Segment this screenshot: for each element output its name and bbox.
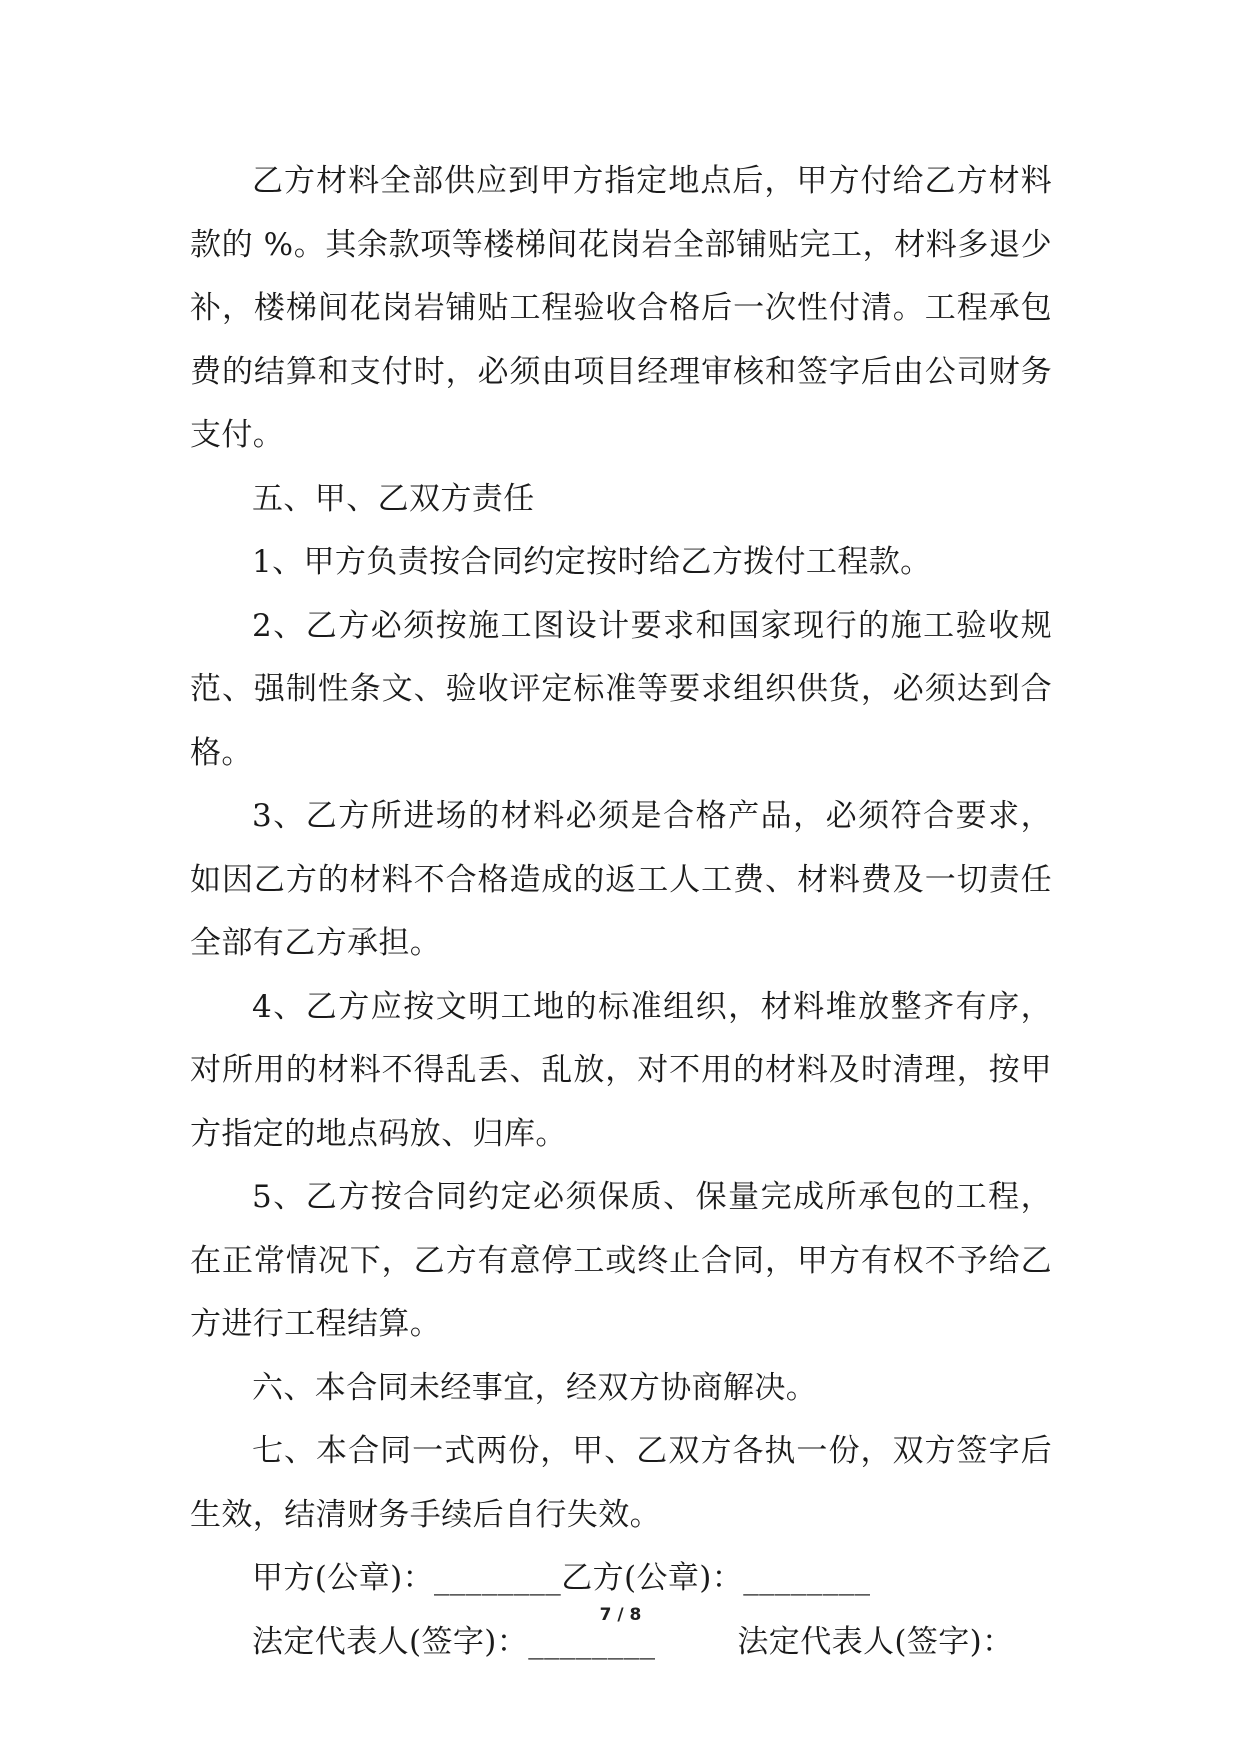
paragraph-payment-terms: 乙方材料全部供应到甲方指定地点后，甲方付给乙方材料款的 %。其余款项等楼梯间花岗岩全部铺贴完工，材料多退少补，楼梯间花岗岩铺贴工程验收合格后一次性付清。工程承包费的结算和支付时，必须由项目经理审核和签字后由公司财务支付。 [190, 163, 1052, 453]
clause-5: 5、乙方按合同约定必须保质、保量完成所承包的工程，在正常情况下，乙方有意停工或终止合同，甲方有权不予给乙方进行工程结算。 [190, 1179, 1052, 1342]
section-six: 六、本合同未经事宜，经双方协商解决。 [252, 1369, 818, 1406]
party-a-rep-field: 法定代表人(签字)：________ [252, 1623, 656, 1660]
clause-2: 2、乙方必须按施工图设计要求和国家现行的施工验收规范、强制性条文、验收评定标准等要求组织供货，必须达到合格。 [190, 607, 1052, 771]
clause-4: 4、乙方应按文明工地的标准组织，材料堆放整齐有序，对所用的材料不得乱丢、乱放，对不用的材料及时清理，按甲方指定的地点码放、归库。 [190, 988, 1052, 1152]
party-a-seal-field: 甲方(公章)：________ [252, 1560, 562, 1596]
seal-line [190, 1547, 1052, 1611]
clause-3: 3、乙方所进场的材料必须是合格产品，必须符合要求，如因乙方的材料不合格造成的返工人工费、材料费及一切责任全部有乙方承担。 [190, 798, 1052, 961]
party-b-rep-field: 法定代表人(签字)： [737, 1623, 1014, 1660]
clause-1: 1、甲方负责按合同约定按时给乙方拨付工程款。 [252, 544, 932, 580]
section-heading-responsibilities: 五、甲、乙双方责任 [252, 480, 535, 517]
section-seven: 七、本合同一式两份，甲、乙双方各执一份，双方签字后生效，结清财务手续后自行失效。 [190, 1433, 1052, 1533]
document-body [190, 150, 1052, 1674]
party-b-seal-field: 乙方(公章)：________ [561, 1560, 871, 1596]
page-number: 7 / 8 [599, 1605, 642, 1625]
